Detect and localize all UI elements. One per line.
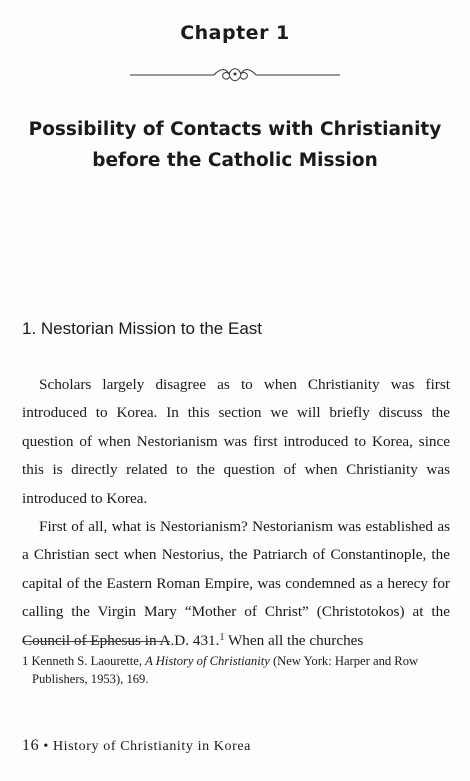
footnote-details: (New York: Harper and Row bbox=[269, 654, 419, 668]
footnote-divider bbox=[22, 641, 170, 642]
ornament-divider-icon bbox=[130, 62, 340, 86]
footnote bbox=[22, 652, 450, 688]
paragraph-1: Scholars largely disagree as to when Christianity was first introduced to Korea. In this section we will briefly discuss the question of when Nestorianism was first introduced to Korea, since this is directly related to the question of when Christianity was introduced to Korea. bbox=[22, 376, 450, 507]
running-footer bbox=[22, 737, 251, 755]
chapter-title-line-1: Possibility of Contacts with Christianity bbox=[28, 119, 442, 140]
paragraph-2-continuation: When all the churches bbox=[224, 631, 364, 649]
body-text bbox=[22, 371, 450, 655]
footer-separator: • bbox=[43, 739, 49, 754]
footnote-book-title: A History of Christianity bbox=[145, 654, 270, 668]
chapter-title bbox=[10, 114, 460, 176]
paragraph-2 bbox=[22, 513, 450, 655]
footnote-line-2: Publishers, 1953), 169. bbox=[32, 672, 149, 686]
footnote-reference[interactable]: 1 bbox=[219, 631, 225, 643]
footnote-author: Kenneth S. Laourette, bbox=[31, 654, 146, 668]
paragraph-2-text: First of all, what is Nestorianism? Nestorianism was established as a Christian sect when Nestorius, the Patriarch of Constantinople, the capital of the Eastern Roman Empire, was condemned as a herecy for calling the Virgin Mary “Mother of Christ” (Christotokos) at the Council of Ephesus in A.D. 431. bbox=[22, 518, 450, 649]
chapter-label: Chapter 1 bbox=[180, 22, 290, 44]
footnote-line-1 bbox=[22, 652, 450, 670]
chapter-title-line-2: before the Catholic Mission bbox=[92, 150, 378, 171]
page-number: 16 bbox=[22, 737, 40, 754]
running-title: History of Christianity in Korea bbox=[52, 739, 251, 754]
section-heading: 1. Nestorian Mission to the East bbox=[22, 319, 263, 338]
footnote-number: 1 bbox=[22, 654, 29, 668]
